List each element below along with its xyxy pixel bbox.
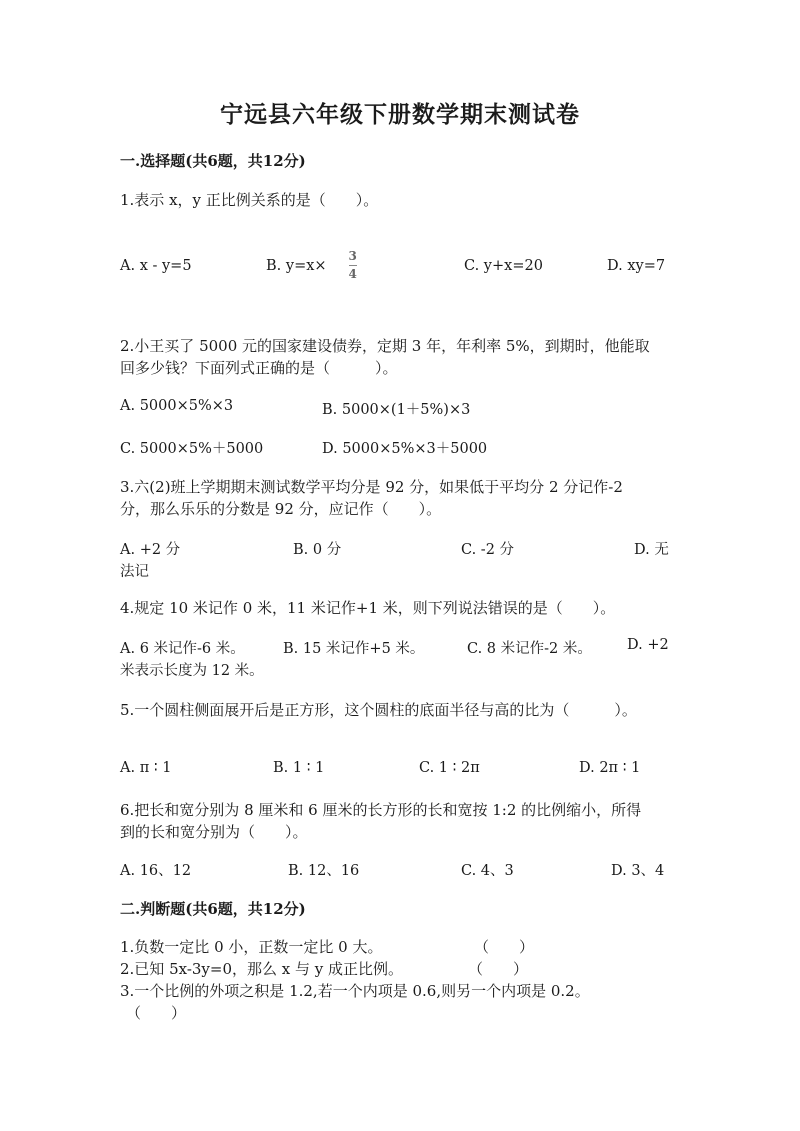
question-1-option-b-label: B. y=x× [266,257,327,274]
question-1-option-d: D. xy=7 [607,258,666,274]
question-2-option-c: C. 5000×5%＋5000 [120,441,264,457]
question-4-text: 4.规定 10 米记作 0 米，11 米记作+1 米，则下列说法错误的是（ ）。 [120,599,616,617]
question-5-option-c: C. 1 ∶ 2π [419,760,480,776]
question-5-text: 5.一个圆柱侧面展开后是正方形，这个圆柱的底面半径与高的比为（ ）。 [120,701,637,719]
question-4-option-a: A. 6 米记作-6 米。 [120,641,245,657]
question-5-option-a: A. π ∶ 1 [120,760,172,776]
judgment-3-answer-blank: （ ） [126,1004,187,1022]
question-3-option-a: A. +2 分 [120,542,181,558]
fraction-denominator: 4 [348,267,357,281]
question-1-text: 1.表示 x，y 正比例关系的是（ ）。 [120,191,379,209]
judgment-2-answer-blank: （ ） [468,960,529,978]
judgment-3-text: 3.一个比例的外项之积是 1.2,若一个内项是 0.6,则另一个内项是 0.2。 [120,982,590,1000]
fraction-three-quarters [349,250,357,281]
judgment-1-text: 1.负数一定比 0 小，正数一定比 0 大。 [120,938,383,956]
question-2-option-a: A. 5000×5%×3 [120,398,234,414]
question-1-option-a: A. x - y=5 [120,258,192,274]
question-6-option-a: A. 16、12 [120,863,192,879]
question-6-option-d: D. 3、4 [611,863,665,879]
question-1-option-b [266,250,357,281]
question-1-option-c: C. y+x=20 [464,258,543,274]
question-2-line-2: 回多少钱？下面列式正确的是（ ）。 [120,359,398,377]
question-3-line-2: 分，那么乐乐的分数是 92 分，应记作（ ）。 [120,500,442,518]
question-2-option-d: D. 5000×5%×3＋5000 [322,441,488,457]
question-4-option-c: C. 8 米记作-2 米。 [467,641,592,657]
section-heading-judgment: 二.判断题(共6题，共12分) [120,900,306,918]
question-4-option-d: D. +2 [627,637,669,653]
question-6-option-b: B. 12、16 [288,863,360,879]
question-3-option-c: C. -2 分 [461,542,515,558]
question-5-option-d: D. 2π ∶ 1 [579,760,641,776]
question-3-option-b: B. 0 分 [293,542,342,558]
question-4-option-b: B. 15 米记作+5 米。 [283,641,425,657]
question-6-line-2: 到的长和宽分别为（ ）。 [120,823,308,841]
question-2-line-1: 2.小王买了 5000 元的国家建设债券，定期 3 年，年利率 5%，到期时，他能取 [120,337,650,355]
section-heading-choice: 一.选择题(共6题，共12分) [120,152,306,170]
question-3-line-1: 3.六(2)班上学期期末测试数学平均分是 92 分，如果低于平均分 2 分记作-2 [120,478,623,496]
question-6-line-1: 6.把长和宽分别为 8 厘米和 6 厘米的长方形的长和宽按 1:2 的比例缩小，所得 [120,801,642,819]
judgment-2-text: 2.已知 5x-3y=0，那么 x 与 y 成正比例。 [120,960,404,978]
question-5-option-b: B. 1 ∶ 1 [273,760,325,776]
page-title: 宁远县六年级下册数学期末测试卷 [220,101,580,128]
question-6-option-c: C. 4、3 [461,863,514,879]
judgment-1-answer-blank: （ ） [474,938,535,956]
question-3-option-d: D. 无 [634,542,669,558]
question-4-option-d-continued: 米表示长度为 12 米。 [120,663,264,679]
question-3-option-d-continued: 法记 [120,564,149,580]
question-2-option-b: B. 5000×(1＋5%)×3 [322,402,471,418]
fraction-numerator: 3 [348,249,357,263]
